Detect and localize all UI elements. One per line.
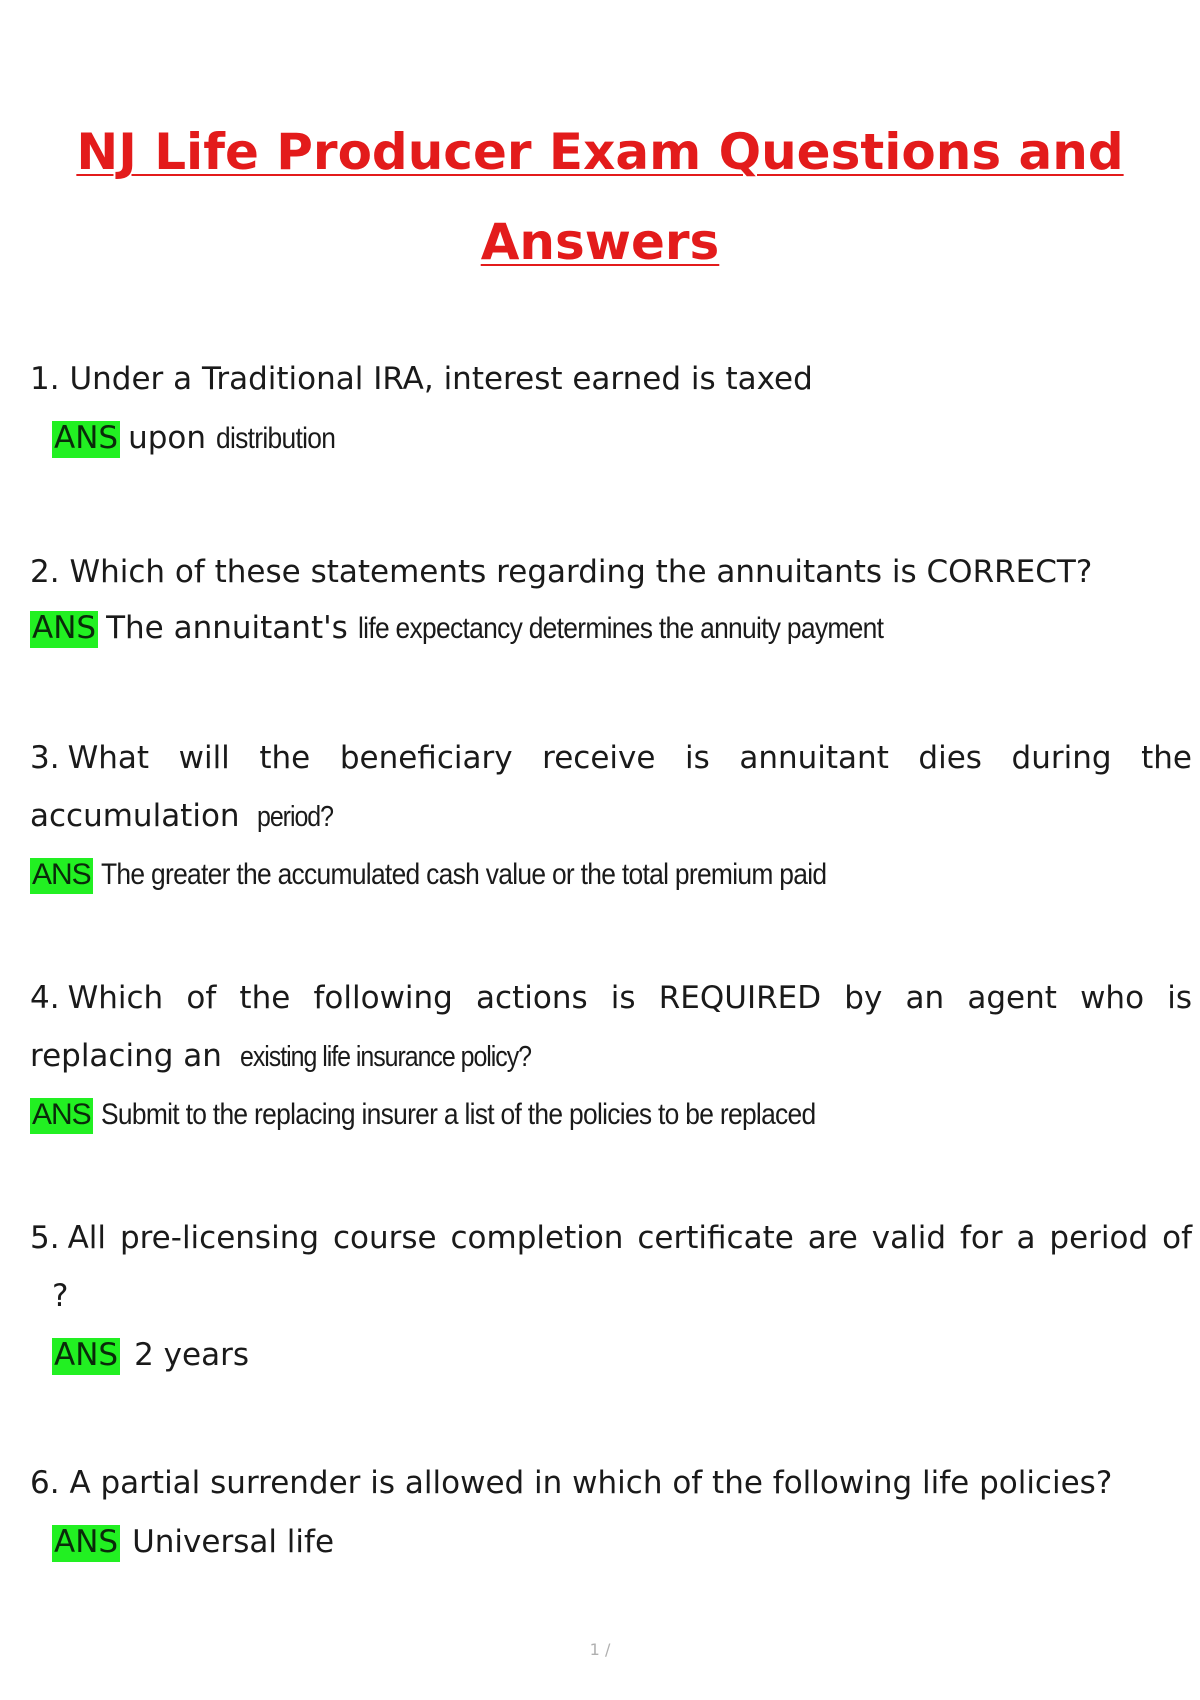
question-text-line2 bbox=[30, 1038, 1200, 1074]
answer-text: distribution bbox=[216, 422, 336, 455]
question-line-part-b: period? bbox=[257, 801, 334, 833]
question-line: Which of the following actions is REQUIRED by an agent who is bbox=[67, 980, 1192, 1016]
question-text bbox=[30, 554, 1200, 590]
question-line: All pre-licensing course completion certificate are valid for a period of bbox=[67, 1220, 1192, 1256]
question-line: Under a Traditional IRA, interest earned is taxed bbox=[69, 361, 813, 397]
question-text-line1 bbox=[30, 740, 1192, 776]
page-number: 1 / bbox=[589, 1640, 611, 1659]
question-line-part-a: replacing an bbox=[30, 1038, 222, 1074]
answer-text: The greater the accumulated cash value or the total premium paid bbox=[100, 858, 827, 891]
question-number: 4. bbox=[30, 980, 60, 1016]
question-text-line2 bbox=[52, 1278, 1200, 1314]
ans-label: ANS bbox=[54, 1524, 119, 1560]
question-number: 3. bbox=[30, 740, 60, 776]
question-text bbox=[30, 1465, 1200, 1501]
question-line-part-b: existing life insurance policy? bbox=[239, 1041, 531, 1073]
answer-line bbox=[52, 421, 1200, 458]
question-4 bbox=[30, 980, 1200, 1134]
question-text-line2 bbox=[30, 798, 1200, 834]
ans-label: ANS bbox=[54, 420, 119, 456]
answer-text: Universal life bbox=[132, 1524, 335, 1560]
answer-line bbox=[30, 858, 1200, 894]
question-number: 6. bbox=[30, 1465, 60, 1501]
question-6 bbox=[30, 1465, 1200, 1562]
question-number: 1. bbox=[30, 361, 60, 397]
question-2 bbox=[30, 554, 1200, 648]
ans-label: ANS bbox=[54, 1337, 119, 1373]
question-line: What will the beneficiary receive is annuitant dies during the bbox=[67, 740, 1192, 776]
answer-text: 2 years bbox=[134, 1337, 249, 1373]
answer-text-part1: The annuitant's bbox=[106, 610, 348, 646]
document-title-line1: NJ Life Producer Exam Questions and bbox=[76, 123, 1124, 181]
question-1 bbox=[30, 361, 1200, 458]
answer-text-part2: life expectancy determines the annuity payment bbox=[357, 612, 884, 645]
ans-label: ANS bbox=[30, 1098, 93, 1134]
question-line: A partial surrender is allowed in which of the following life policies? bbox=[69, 1465, 1113, 1501]
question-line-part-a: accumulation bbox=[30, 798, 240, 834]
ans-label: ANS bbox=[30, 858, 93, 894]
question-line: ? bbox=[52, 1278, 69, 1314]
question-text bbox=[30, 361, 1200, 397]
answer-line bbox=[30, 1098, 1200, 1134]
question-number: 2. bbox=[30, 554, 60, 590]
answer-line bbox=[52, 1338, 1200, 1375]
answer-text: Submit to the replacing insurer a list of the policies to be replaced bbox=[100, 1098, 816, 1131]
document-title-line2: Answers bbox=[480, 213, 720, 271]
ans-label: ANS bbox=[32, 610, 97, 646]
question-text-line1 bbox=[30, 980, 1192, 1016]
answer-text-part1: upon bbox=[128, 420, 207, 456]
answer-line bbox=[52, 1525, 1200, 1562]
question-line: Which of these statements regarding the annuitants is CORRECT? bbox=[69, 554, 1093, 590]
question-text-line1 bbox=[30, 1220, 1192, 1256]
question-3 bbox=[30, 740, 1200, 894]
answer-line bbox=[30, 611, 1200, 648]
question-number: 5. bbox=[30, 1220, 60, 1256]
question-5 bbox=[30, 1220, 1200, 1375]
